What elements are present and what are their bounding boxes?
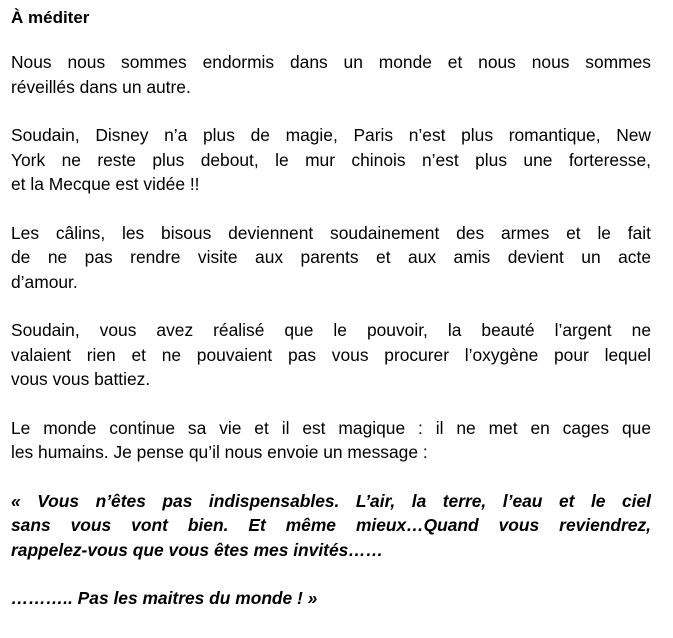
- text-line: valaient rien et ne pouvaient pas vous procurer l’oxygène pour lequel: [11, 344, 651, 365]
- text-line: Le monde continue sa vie et il est magique : il ne met en cages que: [11, 417, 651, 438]
- text-line: Soudain, Disney n’a plus de magie, Paris n’est plus romantique, New: [11, 125, 651, 145]
- text-line: York ne reste plus debout, le mur chinois n’est plus une forteresse,: [11, 149, 651, 170]
- quote-line: rappelez-vous que vous êtes mes invités……: [11, 539, 384, 560]
- text-line: Les câlins, les bisous deviennent soudainement des armes et le fait: [11, 222, 651, 243]
- text-line: les humains. Je pense qu’il nous envoie un message :: [11, 442, 428, 462]
- quote-line: « Vous n’êtes pas indispensables. L’air, la terre, l’eau et le ciel: [11, 490, 651, 511]
- text-line: et la Mecque est vidée !!: [11, 174, 200, 194]
- document-title: À méditer: [11, 8, 90, 27]
- text-line: Nous nous sommes endormis dans un monde et nous nous sommes: [11, 52, 651, 72]
- text-line: réveillés dans un autre.: [11, 76, 191, 97]
- paragraph-2: [11, 123, 651, 197]
- text-line: vous vous battiez.: [11, 369, 151, 389]
- text-line: d’amour.: [11, 271, 78, 292]
- quote-line: sans vous vont bien. Et même mieux…Quand vous reviendrez,: [11, 515, 651, 535]
- quote-block: [11, 489, 651, 563]
- paragraph-3: [11, 221, 651, 295]
- paragraph-5: [11, 416, 651, 465]
- closing-line: ……….. Pas les maitres du monde ! »: [11, 588, 318, 608]
- paragraph-4: [11, 318, 651, 392]
- text-line: de ne pas rendre visite aux parents et aux amis devient un acte: [11, 247, 651, 267]
- text-line: Soudain, vous avez réalisé que le pouvoir, la beauté l’argent ne: [11, 320, 651, 340]
- document-page: [11, 5, 651, 635]
- paragraph-1: [11, 50, 651, 99]
